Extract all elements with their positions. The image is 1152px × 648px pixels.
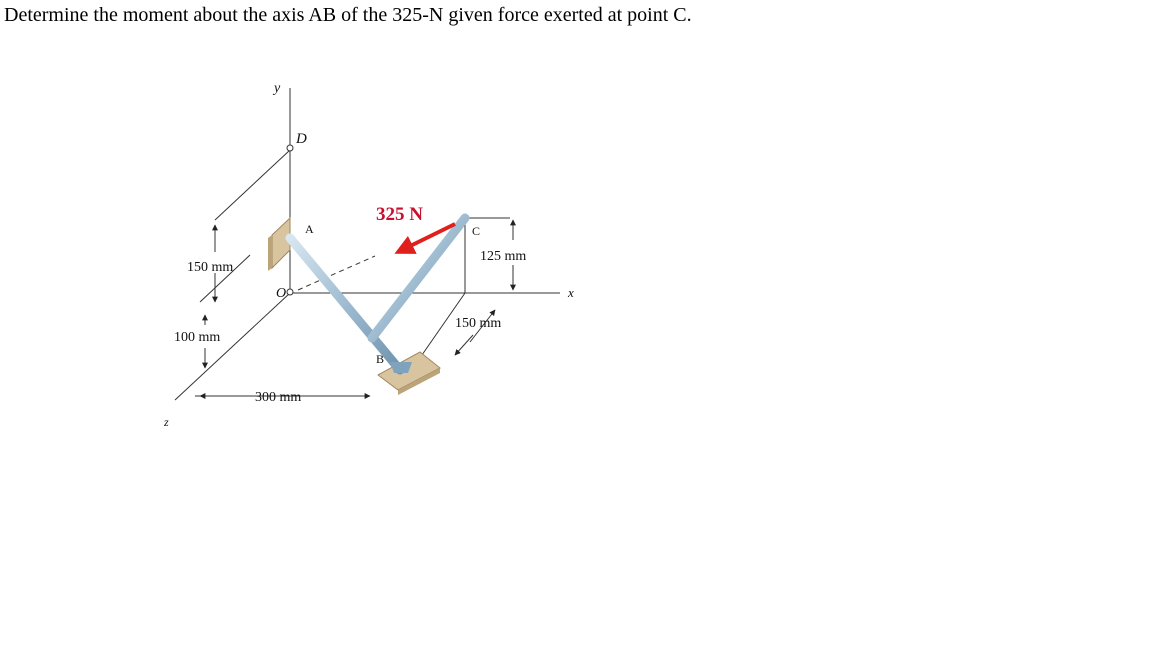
diagram-svg	[150, 70, 590, 440]
axis-y-label: y	[274, 81, 281, 96]
dim-100-label: 100 mm	[174, 330, 221, 345]
point-c-label: C	[472, 224, 481, 238]
dim-150-right-label: 150 mm	[455, 316, 502, 331]
point-d-marker	[287, 145, 293, 151]
dim-150-left-label: 150 mm	[187, 260, 234, 275]
support-a-side	[268, 235, 272, 271]
point-a-label: A	[305, 222, 314, 236]
dim-150-right-arrow	[455, 335, 473, 355]
point-b-label: B	[376, 352, 385, 366]
dim-300-label: 300 mm	[255, 390, 302, 405]
axis-z-label: z	[164, 415, 169, 429]
axis-x-label: x	[568, 285, 574, 300]
construction-line	[215, 150, 290, 220]
point-o-marker	[287, 289, 293, 295]
dim-125-label: 125 mm	[480, 249, 527, 264]
force-label: 325 N	[376, 204, 423, 225]
support-a	[272, 218, 290, 268]
rod-bc	[372, 218, 465, 338]
point-d-label: D	[296, 131, 307, 147]
question-text: Determine the moment about the axis AB of the 325-N given force exerted at point C.	[4, 4, 692, 26]
rod-diagram	[150, 70, 590, 440]
rod-ab	[290, 238, 400, 370]
point-o-label: O	[276, 286, 287, 301]
z-axis-line	[175, 293, 290, 400]
